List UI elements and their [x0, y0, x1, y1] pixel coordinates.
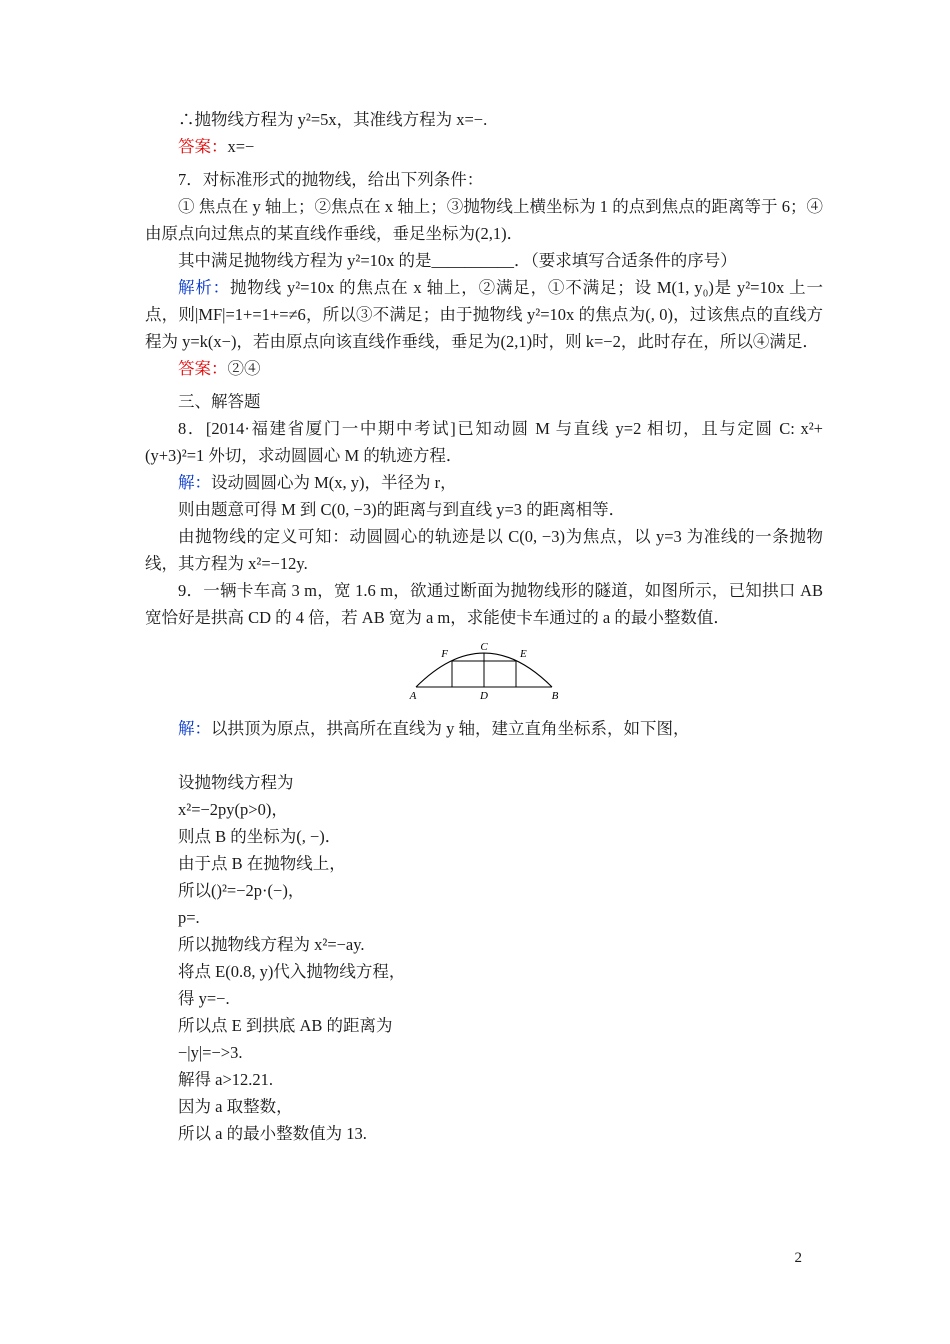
solution-label: 解： [178, 719, 211, 738]
paragraph-text: 则点 B 的坐标为(, −)． [178, 827, 342, 846]
solution-9-step-3 [145, 823, 823, 850]
answer-line-6 [145, 133, 823, 160]
paragraph-text: 由抛物线的定义可知：动圆圆心的轨迹是以 C(0, −3)为焦点，以 y=3 为准线的一条抛物线，其方程为 x²=−12y. [145, 527, 823, 573]
label-C: C [480, 641, 488, 653]
solution-9-step-1 [145, 769, 823, 796]
solution-9-step-12 [145, 1066, 823, 1093]
paragraph-text: ∴抛物线方程为 y²=5x，其准线方程为 x=−. [178, 110, 488, 129]
section-heading-text: 三、解答题 [178, 392, 261, 411]
paragraph-text: 7．对标准形式的抛物线，给出下列条件： [178, 170, 484, 189]
paragraph-text: 其中满足抛物线方程为 y²=10x 的是__________．（要求填写合适条件的序号） [178, 251, 737, 270]
solution-8-line-2 [145, 496, 823, 523]
answer-line-7 [145, 355, 823, 382]
answer-text: x=− [227, 137, 255, 156]
section-heading-jiedati [145, 388, 823, 415]
problem-7-title [145, 166, 823, 193]
paragraph-text: 9．一辆卡车高 3 m，宽 1.6 m，欲通过断面为抛物线形的隧道，如图所示，已知拱口 AB 宽恰好是拱高 CD 的 4 倍，若 AB 宽为 a m，求能使卡车通过的 a 的最小整数值． [145, 581, 823, 627]
problem-9-statement [145, 577, 823, 631]
tunnel-arch-figure [145, 641, 823, 703]
paragraph-text: 所以()²=−2p·(−)， [178, 881, 305, 900]
problem-7-question [145, 247, 823, 274]
solution-9-step-5 [145, 877, 823, 904]
analysis-line-7 [145, 274, 823, 355]
paragraph-text: x²=−2py(p>0)， [178, 800, 288, 819]
paragraph-text: 解得 a>12.21. [178, 1070, 274, 1089]
missing-figure-gap [145, 742, 823, 769]
paragraph-directrix-conclusion [145, 106, 823, 133]
paragraph-text: 因为 a 取整数， [178, 1097, 293, 1116]
answer-label: 答案： [178, 359, 228, 378]
solution-8-line-3 [145, 523, 823, 577]
document-content [145, 106, 823, 1147]
analysis-label: 解析： [178, 278, 230, 297]
solution-9-step-7 [145, 931, 823, 958]
solution-9-step-10 [145, 1012, 823, 1039]
paragraph-text: 所以点 E 到拱底 AB 的距离为 [178, 1016, 393, 1035]
solution-9-step-6 [145, 904, 823, 931]
solution-text: 以拱顶为原点，拱高所在直线为 y 轴，建立直角坐标系，如下图， [211, 719, 690, 738]
paragraph-text: 所以 a 的最小整数值为 13. [178, 1124, 367, 1143]
paragraph-text: 将点 E(0.8, y)代入抛物线方程， [178, 962, 406, 981]
solution-9-intro [145, 715, 823, 742]
paragraph-text: p=. [178, 908, 200, 927]
solution-9-step-11 [145, 1039, 823, 1066]
solution-text: 设动圆圆心为 M(x, y)，半径为 r， [211, 473, 457, 492]
label-F: F [441, 648, 448, 660]
paragraph-text: 则由题意可得 M 到 C(0, −3)的距离与到直线 y=3 的距离相等． [178, 500, 626, 519]
solution-9-conclusion [145, 1120, 823, 1147]
analysis-text: 抛物线 y²=10x 的焦点在 x 轴上，②满足，①不满足；设 M(1, y₀)是 y²=10x 上一点，则|MF|=1+=1+=≠6，所以③不满足；由于抛物线 y²=10x 的焦点为(, 0)，过该焦点的直线方程为 y=k(x−)，若由原点向该直线作垂线，垂足为(2,1)时，则 k=−2，此时存在，所以④满足． [145, 278, 824, 351]
paragraph-text: −|y|=−>3. [178, 1043, 243, 1062]
label-A: A [409, 690, 417, 702]
answer-label: 答案： [178, 137, 228, 156]
answer-text: ②④ [227, 359, 261, 378]
paragraph-text: ① 焦点在 y 轴上；②焦点在 x 轴上；③抛物线上横坐标为 1 的点到焦点的距离等于 6；④由原点向过焦点的某直线作垂线，垂足坐标为(2,1)． [145, 197, 823, 243]
problem-8-statement [145, 415, 823, 469]
solution-8-line-1 [145, 469, 823, 496]
solution-9-step-9 [145, 985, 823, 1012]
solution-9-step-4 [145, 850, 823, 877]
page-number: 2 [794, 1250, 802, 1266]
paragraph-text: 得 y=−. [178, 989, 230, 1008]
paragraph-text: 设抛物线方程为 [178, 773, 294, 792]
solution-9-step-8 [145, 958, 823, 985]
label-E: E [520, 648, 527, 660]
paragraph-text: 8．[2014·福建省厦门一中期中考试]已知动圆 M 与直线 y=2 相切，且与定圆 C: x²+(y+3)²=1 外切，求动圆圆心 M 的轨迹方程． [145, 419, 823, 465]
problem-7-conditions [145, 193, 823, 247]
solution-label: 解： [178, 473, 211, 492]
solution-9-step-2 [145, 796, 823, 823]
label-B: B [551, 690, 559, 702]
tunnel-arch-diagram [404, 641, 564, 703]
label-D: D [480, 690, 488, 702]
paragraph-text: 所以抛物线方程为 x²=−ay. [178, 935, 365, 954]
paragraph-text: 由于点 B 在抛物线上， [178, 854, 346, 873]
solution-9-step-13 [145, 1093, 823, 1120]
